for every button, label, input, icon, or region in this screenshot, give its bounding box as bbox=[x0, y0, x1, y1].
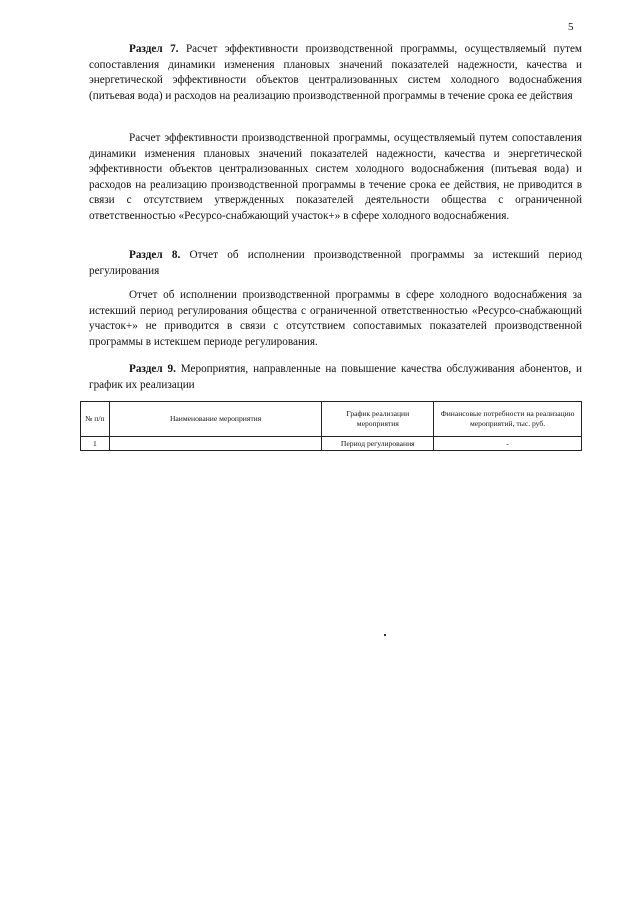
cell-finance: - bbox=[434, 437, 582, 451]
measures-table bbox=[80, 401, 582, 451]
section-9-label: Раздел 9. bbox=[129, 363, 176, 375]
table-row bbox=[81, 437, 582, 451]
cell-num: 1 bbox=[81, 437, 110, 451]
section-8-heading bbox=[89, 248, 582, 279]
header-schedule: График реализации мероприятия bbox=[322, 402, 434, 437]
section-7-title: Расчет эффективности производственной программы, осуществляемый путем сопоставления динамики изменения плановых значений показателей надежности, качества и энергетической эффективности объектов централизованных систем холодного водоснабжения (питьевая вода) и расходов на реализацию производственной программы в течение срока ее действия bbox=[89, 43, 583, 102]
header-finance: Финансовые потребности на реализацию мероприятий, тыс. руб. bbox=[434, 402, 582, 437]
table-header-row bbox=[81, 402, 582, 437]
header-name: Наименование мероприятия bbox=[109, 402, 322, 437]
section-8-label: Раздел 8. bbox=[129, 249, 181, 261]
scan-speck bbox=[384, 634, 386, 636]
section-8-title: Отчет об исполнении производственной программы за истекший период регулирования bbox=[89, 249, 583, 277]
cell-name bbox=[109, 437, 322, 451]
section-7-body: Расчет эффективности производственной программы, осуществляемый путем сопоставления динамики изменения плановых значений показателей надежности, качества и энергетической эффективности объектов централизованных систем холодного водоснабжения (питьевая вода) и расходов на реализацию производственной программы в течение срока ее действия, не приводится в связи с отсутствием утвержденных показателей деятельности общества с ограниченной ответственностью «Ресурсо-снабжающий участок+» в сфере холодного водоснабжения. bbox=[89, 132, 582, 222]
section-7-heading bbox=[89, 42, 582, 104]
page-number: 5 bbox=[568, 21, 574, 33]
section-9-title: Мероприятия, направленные на повышение качества обслуживания абонентов, и график их реализации bbox=[89, 363, 582, 391]
section-8-body: Отчет об исполнении производственной программы в сфере холодного водоснабжения за истекший период регулирования общества с ограниченной ответственностью «Ресурсо-снабжающий участок+» не приводится в связи с отсутствием сопоставимых показателей производственной программы в истекшем периоде регулирования. bbox=[89, 289, 582, 348]
cell-schedule: Период регулирования bbox=[322, 437, 434, 451]
section-9-heading bbox=[89, 362, 582, 393]
header-num: № п/п bbox=[81, 402, 110, 437]
section-7-label: Раздел 7. bbox=[129, 43, 179, 55]
